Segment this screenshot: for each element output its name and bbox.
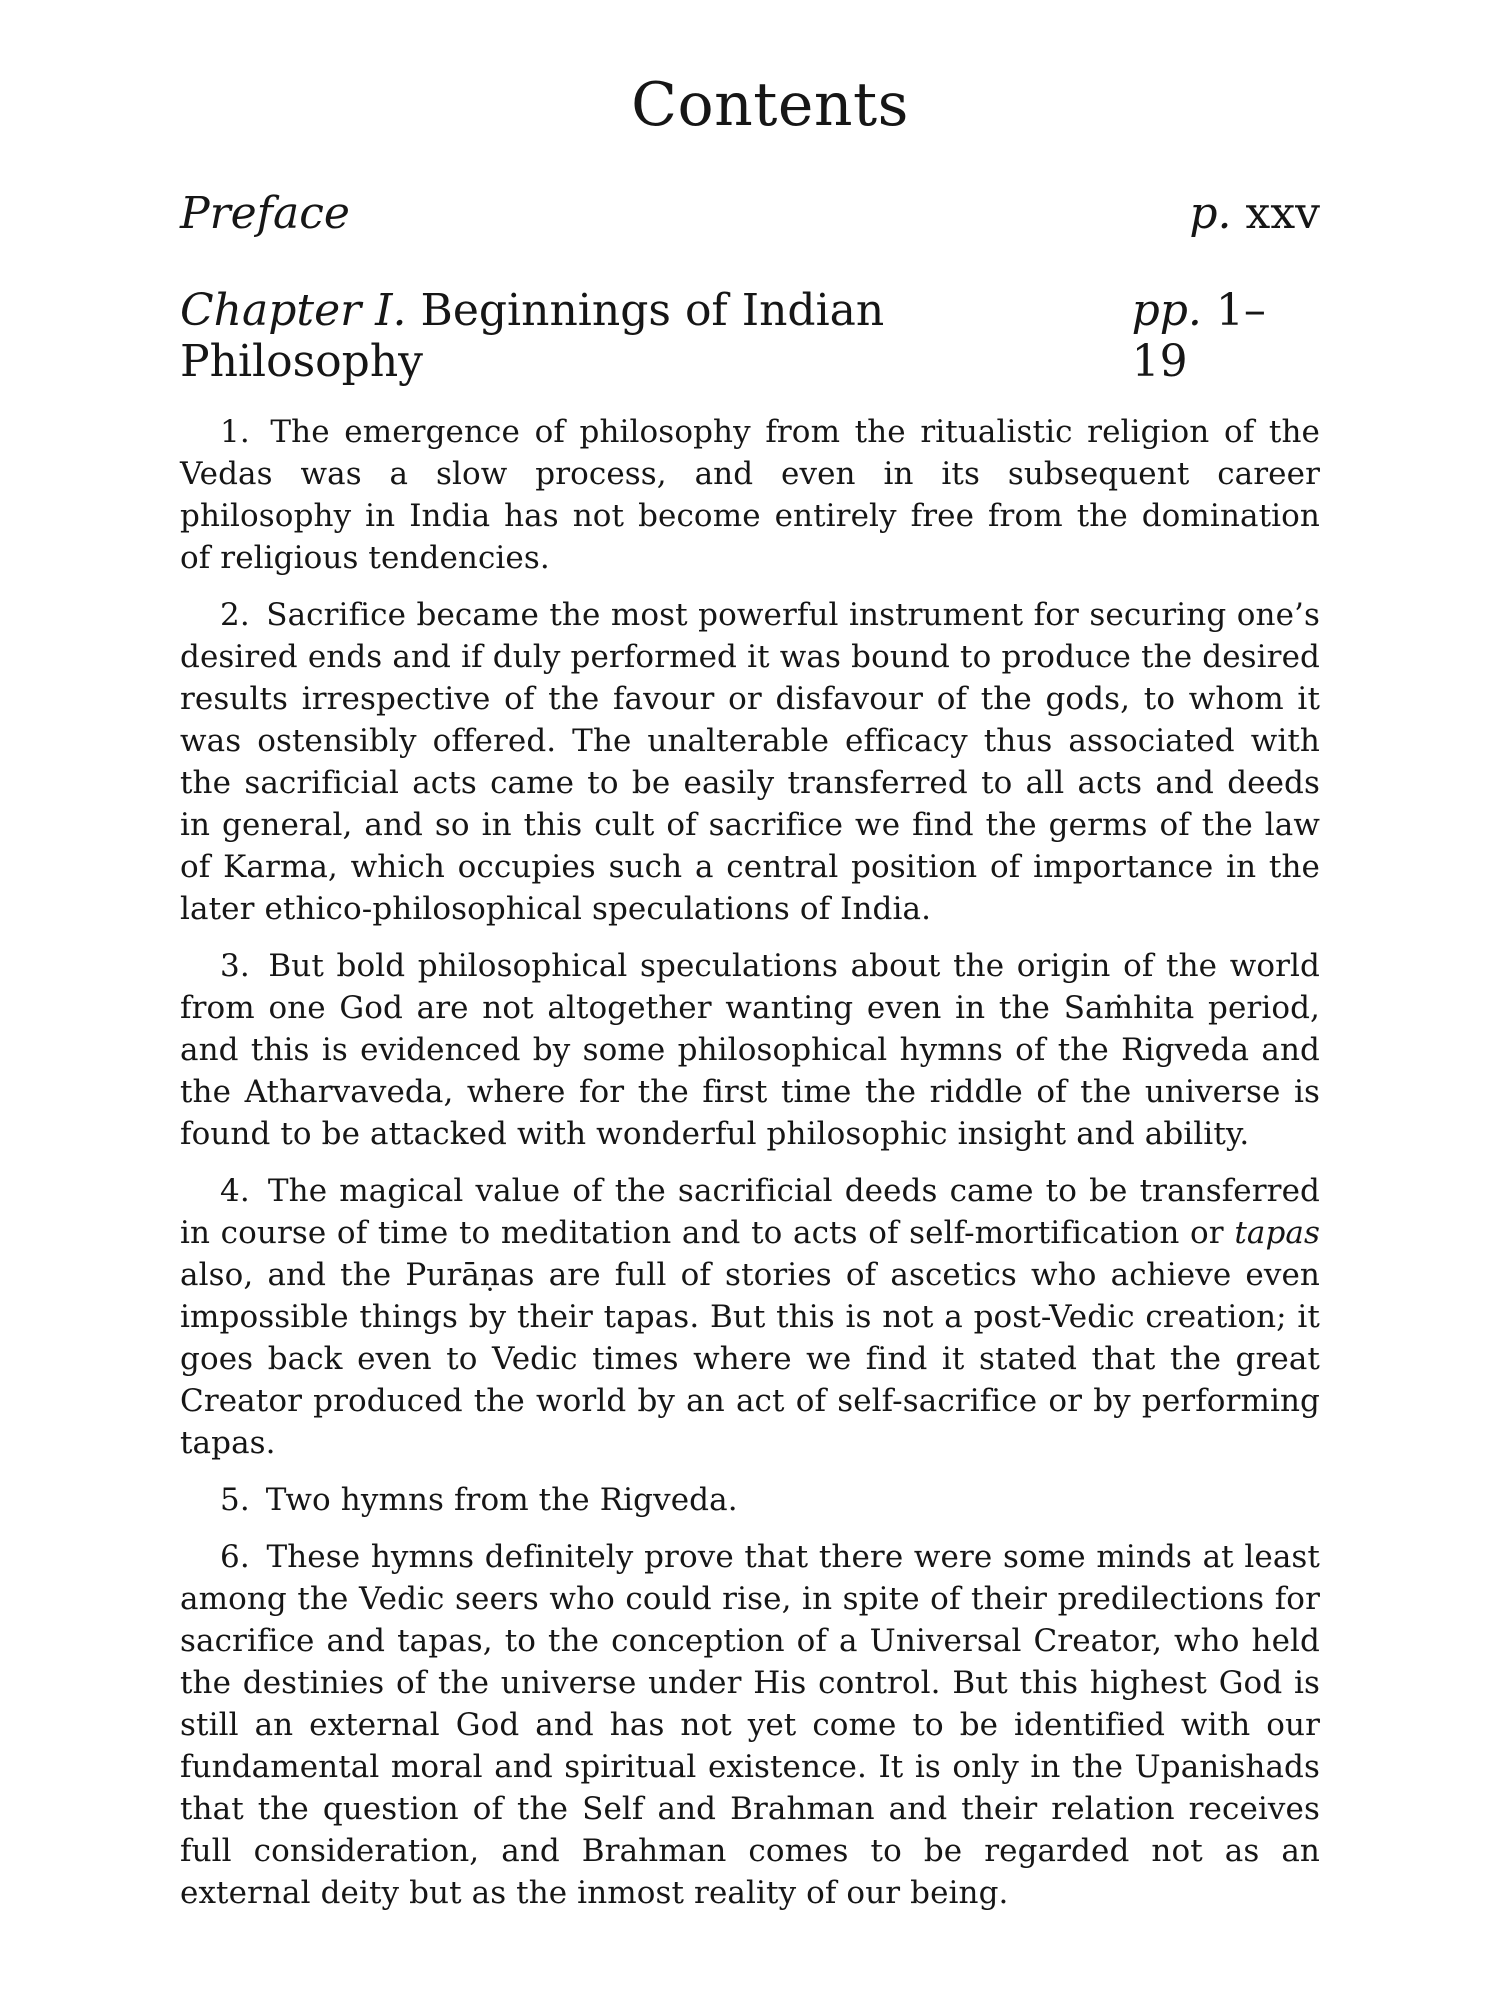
entry-4 bbox=[180, 1170, 1320, 1464]
chapter-page-ref bbox=[1132, 285, 1320, 387]
preface-page-ref bbox=[1189, 188, 1320, 239]
entry-number: 2. bbox=[220, 597, 250, 633]
chapter-heading bbox=[180, 285, 1132, 387]
preface-label: Preface bbox=[180, 188, 350, 239]
entry-number: 4. bbox=[220, 1173, 250, 1209]
entry-text: But bold philosophical speculations about the origin of the world from one God are not altogether wanting even in the Saṁhita period, and this is evidenced by some philosophical hymns of the Rigveda and the Atharvaveda, where for the first time the riddle of the universe is found to be attacked with wonderful philosophic insight and ability. bbox=[180, 948, 1320, 1152]
entry-italic-term: tapas bbox=[1234, 1215, 1320, 1251]
entry-text-before: The magical value of the sacrificial deeds came to be transferred in course of time to meditation and to acts of self-mortification or bbox=[180, 1173, 1320, 1251]
chapter-page-prefix: pp. bbox=[1131, 285, 1202, 336]
entry-number: 5. bbox=[220, 1482, 250, 1518]
chapter-page-range: 1–19 bbox=[1131, 285, 1266, 387]
entry-2 bbox=[180, 594, 1320, 930]
entry-text-after: also, and the Purāṇas are full of stories of ascetics who achieve even impossible things by their tapas. But this is not a post-Vedic creation; it goes back even to Vedic times where we find it stated that the great Creator produced the world by an act of self-sacrifice or by performing tapas. bbox=[180, 1257, 1320, 1461]
preface-page-number: xxv bbox=[1245, 188, 1320, 239]
entry-1 bbox=[180, 411, 1320, 579]
preface-row[interactable] bbox=[180, 188, 1320, 239]
preface-page-prefix: p. bbox=[1189, 188, 1232, 239]
entry-3 bbox=[180, 945, 1320, 1155]
entry-list bbox=[180, 411, 1320, 1914]
entry-5 bbox=[180, 1479, 1320, 1521]
chapter-title: Beginnings of Indian Philosophy bbox=[180, 285, 885, 387]
entry-number: 6. bbox=[220, 1539, 250, 1575]
entry-number: 1. bbox=[220, 414, 250, 450]
entry-6 bbox=[180, 1536, 1320, 1914]
entry-number: 3. bbox=[220, 948, 250, 984]
entry-text: Sacrifice became the most powerful instrument for securing one’s desired ends and if duly performed it was bound to produce the desired results irrespective of the favour or disfavour of the gods, to whom it was ostensibly offered. The unalterable efficacy thus associated with the sacrificial acts came to be easily transferred to all acts and deeds in general, and so in this cult of sacrifice we find the germs of the law of Karma, which occupies such a central position of importance in the later ethico-philosophical speculations of India. bbox=[180, 597, 1320, 927]
chapter-label: Chapter I. bbox=[180, 285, 407, 336]
entry-text: The emergence of philosophy from the ritualistic religion of the Vedas was a slow process, and even in its subsequent career philosophy in India has not become entirely free from the domination of religious tendencies. bbox=[180, 414, 1320, 576]
contents-page bbox=[180, 70, 1320, 1929]
entry-text: Two hymns from the Rigveda. bbox=[265, 1482, 738, 1518]
page-title: Contents bbox=[631, 70, 909, 140]
entry-text: These hymns definitely prove that there were some minds at least among the Vedic seers who could rise, in spite of their predilections for sacrifice and tapas, to the conception of a Universal Creator, who held the destinies of the universe under His control. But this highest God is still an external God and has not yet come to be identified with our fundamental moral and spiritual existence. It is only in the Upanishads that the question of the Self and Brahman and their relation receives full consideration, and Brahman comes to be regarded not as an external deity but as the inmost reality of our being. bbox=[180, 1539, 1320, 1911]
chapter-row[interactable] bbox=[180, 285, 1320, 387]
